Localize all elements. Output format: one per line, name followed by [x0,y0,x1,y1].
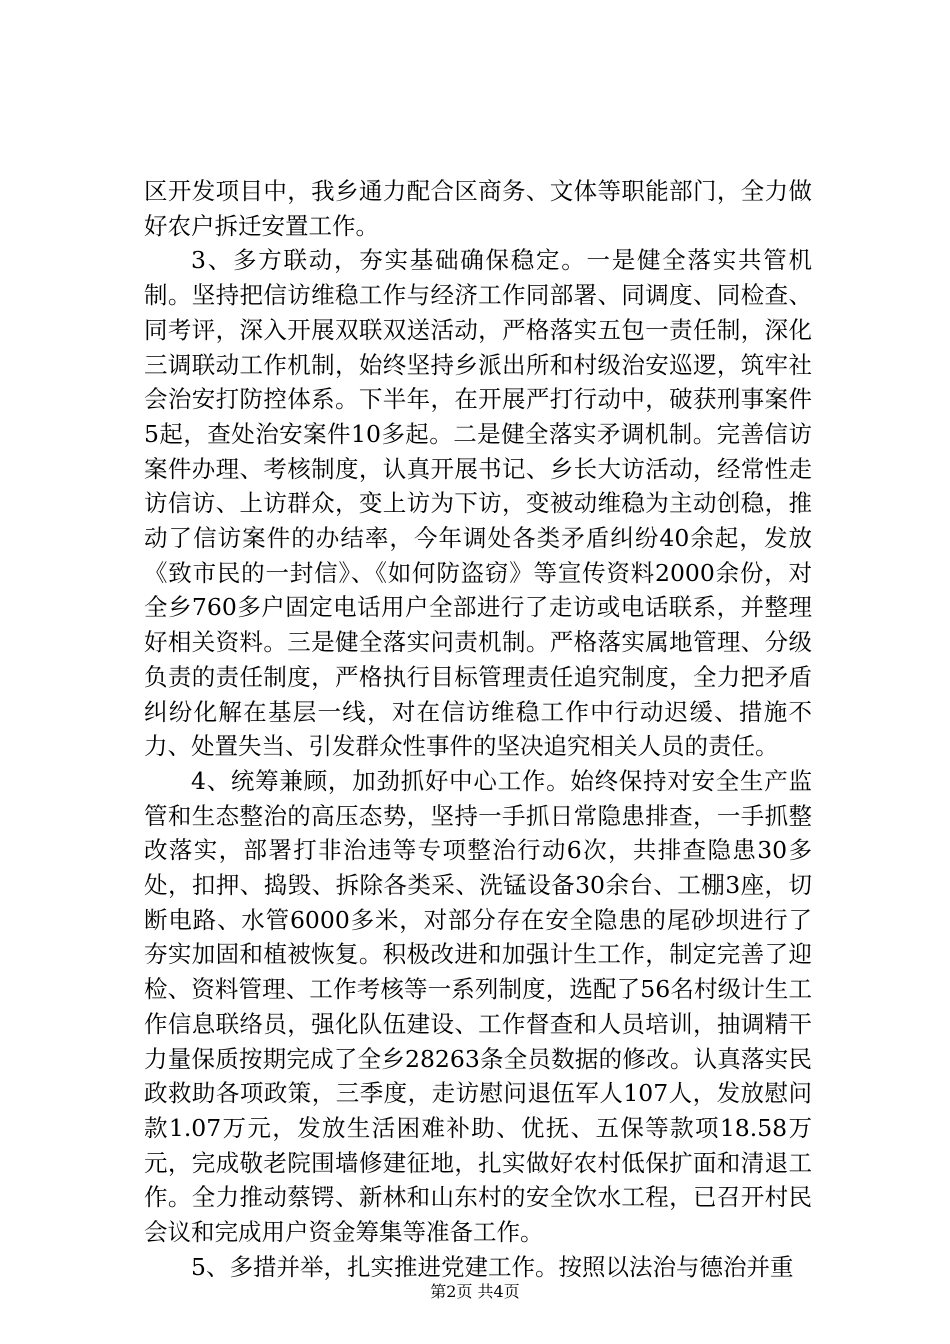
page-number-footer: 第2页 共4页 [430,1282,520,1301]
paragraph-item-4: 4、统筹兼顾，加劲抓好中心工作。始终保持对安全生产监管和生态整治的高压态势，坚持一手抓日常隐患排查，一手抓整改落实，部署打非治违等专项整治行动6次，共排查隐患30多处，扣押、捣毁、拆除各类采、洗锰设备30余台、工棚3座，切断电路、水管6000多米，对部分存在安全隐患的尾砂坝进行了夯实加固和植被恢复。积极改进和加强计生工作，制定完善了迎检、资料管理、工作考核等一系列制度，选配了56名村级计生工作信息联络员，强化队伍建设、工作督查和人员培训，抽调精干力量保质按期完成了全乡28263条全员数据的修改。认真落实民政救助各项政策，三季度，走访慰问退伍军人107人，发放慰问款1.07万元，发放生活困难补助、优抚、五保等款项18.58万元，完成敬老院围墙修建征地，扎实做好农村低保扩面和清退工作。全力推动蔡锷、新林和山东村的安全饮水工程，已召开村民会议和完成用户资金筹集等准备工作。 [144,766,812,1247]
paragraph-item-5: 5、多措并举，扎实推进党建工作。按照以法治与德治并重 [191,1252,794,1281]
paragraph-continuation: 区开发项目中，我乡通力配合区商务、文体等职能部门，全力做好农户拆迁安置工作。 [144,177,812,240]
document-body [144,174,812,1285]
paragraph-item-3: 3、多方联动，夯实基础确保稳定。一是健全落实共管机制。坚持把信访维稳工作与经济工作同部署、同调度、同检查、同考评，深入开展双联双送活动，严格落实五包一责任制，深化三调联动工作机制，始终坚持乡派出所和村级治安巡逻，筑牢社会治安打防控体系。下半年，在开展严打行动中，破获刑事案件5起，查处治安案件10多起。二是健全落实矛调机制。完善信访案件办理、考核制度，认真开展书记、乡长大访活动，经常性走访信访、上访群众，变上访为下访，变被动维稳为主动创稳，推动了信访案件的办结率，今年调处各类矛盾纠纷40余起，发放《致市民的一封信》、《如何防盗窃》等宣传资料2000余份，对全乡760多户固定电话用户全部进行了走访或电话联系，并整理好相关资料。三是健全落实问责机制。严格落实属地管理、分级负责的责任制度，严格执行目标管理责任追究制度，全力把矛盾纠纷化解在基层一线，对在信访维稳工作中行动迟缓、措施不力、处置失当、引发群众性事件的坚决追究相关人员的责任。 [144,246,812,761]
